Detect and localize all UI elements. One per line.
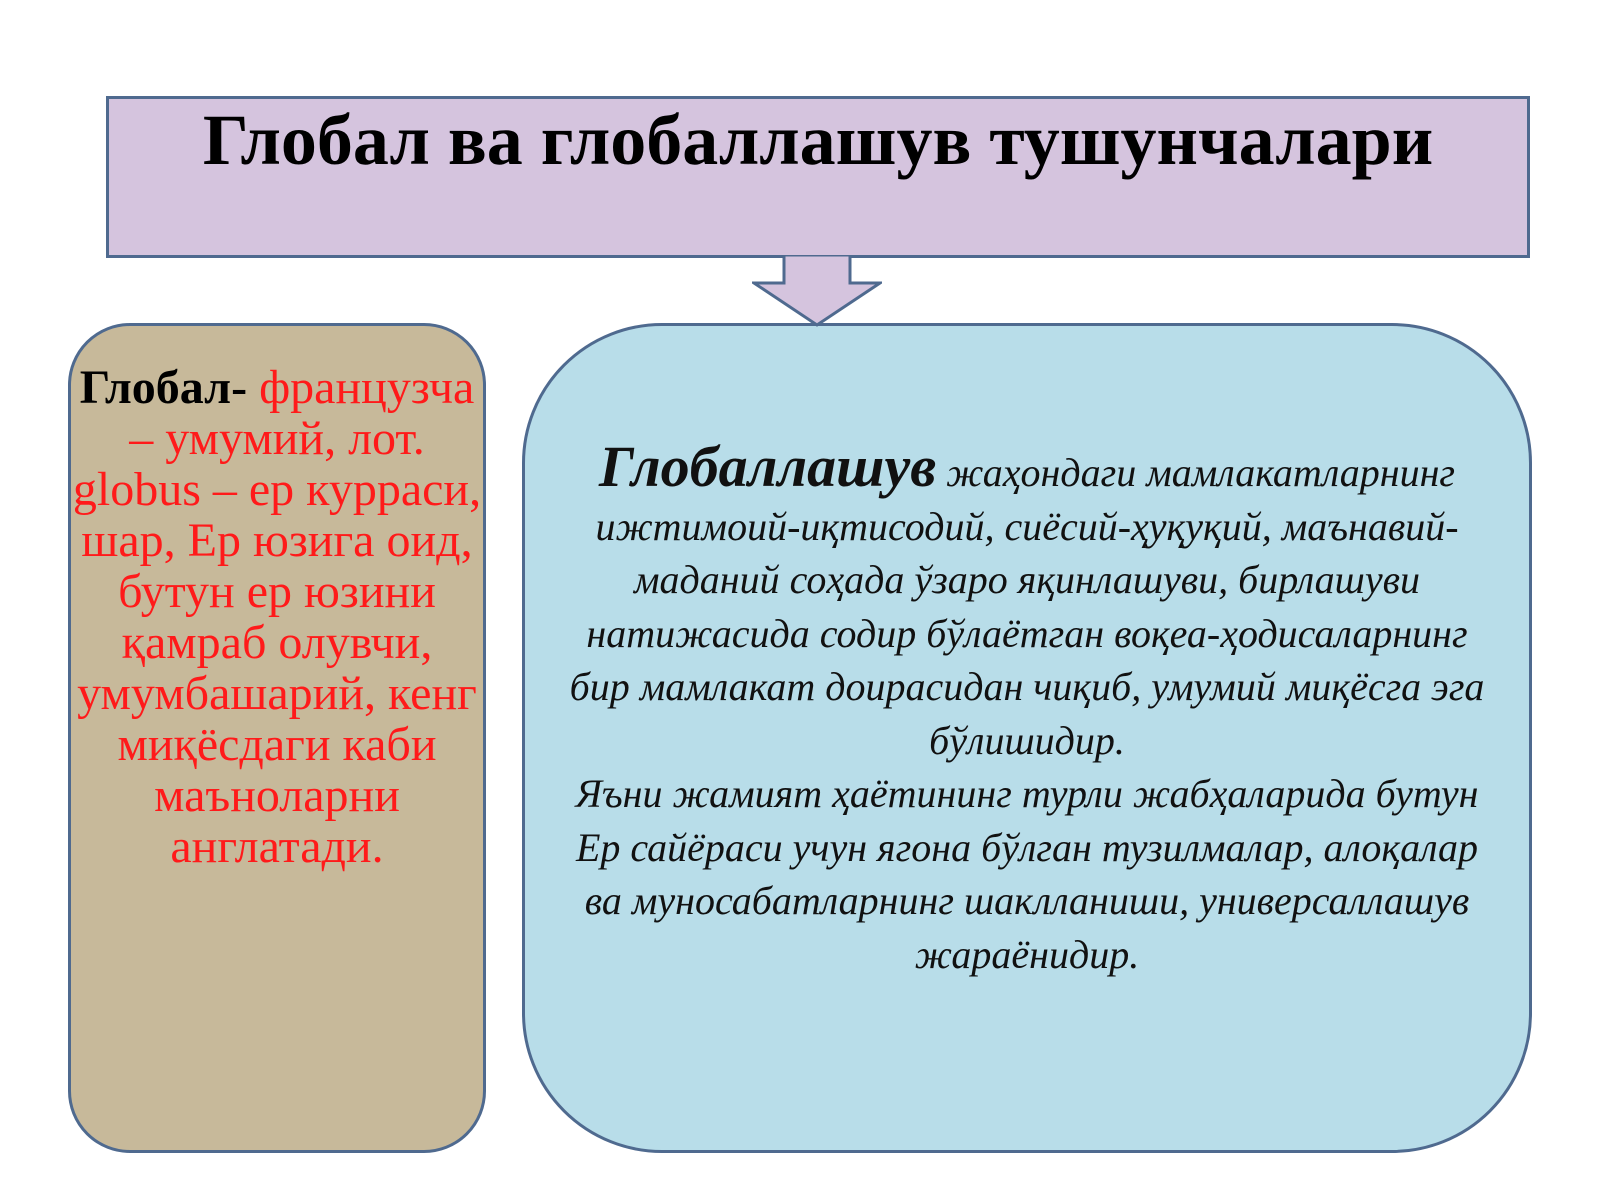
globalization-definition-text: жаҳондаги мамлакатларнинг ижтимоий-иқтисодий, сиёсий-ҳуқуқий, маънавий-маданий соҳада ўзаро яқинлашуви, бирлашуви натижасида содир бўлаётган воқеа-ҳодисаларнинг бир мамлакат доирасидан чиқиб, умумий миқёсга эга бўлишидир.	[569, 450, 1485, 763]
down-arrow-icon	[752, 255, 882, 327]
global-term: Глобал-	[79, 361, 248, 414]
global-definition	[68, 362, 486, 872]
global-definition-text: французча – умумий, лот. globus – ер курраси, шар, Ер юзига оид, бутун ер юзини қамраб олувчи, умумбашарий, кенг миқёсдаги каби маъноларни англатади.	[72, 361, 482, 873]
globalization-term: Глобаллашув	[598, 434, 937, 499]
globalization-explanation: Яъни жамият ҳаётининг турли жабҳаларида бутун Ер сайёраси учун ягона бўлган тузилмалар, алоқалар ва муносабатларнинг шаклланиши, универсаллашув жараёнидир.	[575, 771, 1479, 977]
slide-title: Глобал ва глобаллашув тушунчалари	[202, 100, 1434, 180]
globalization-paragraph	[560, 434, 1494, 767]
globalization-definition	[560, 434, 1494, 981]
